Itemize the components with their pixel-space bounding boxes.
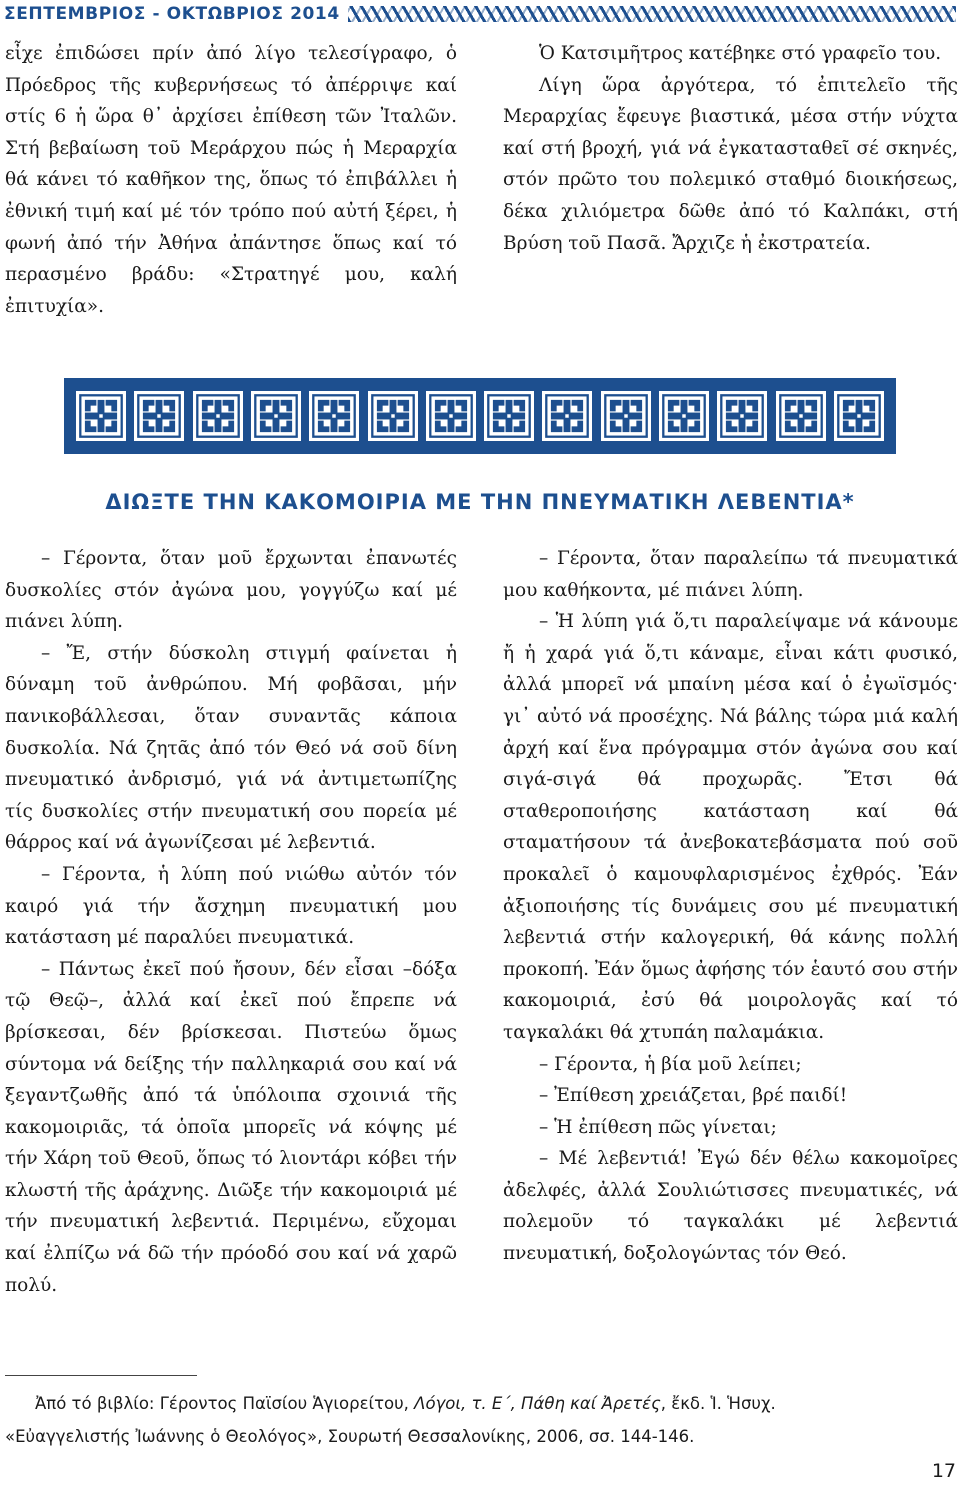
top-left-column [5, 38, 457, 322]
section-title: ΔΙΩΞΤΕ ΤΗΝ ΚΑΚΟΜΟΙΡΙΑ ΜΕ ΤΗΝ ΠΝΕΥΜΑΤΙΚΗ ΛΕΒΕΝΤΙΑ* [105, 490, 855, 514]
dialogue-paragraph: – Γέροντα, ὅταν παραλείπω τά πνευματικά μου καθήκοντα, μέ πιάνει λύπη. [503, 548, 958, 601]
dialogue-paragraph: – Ἡ ἐπίθεση πῶς γίνεται; [539, 1116, 777, 1138]
footnote-line-1 [5, 1387, 960, 1420]
decorative-ornament-band [64, 378, 896, 454]
dialogue-paragraph: – Γέροντα, ἡ βία μοῦ λείπει; [539, 1053, 802, 1075]
footnote-line-2: «Εὐαγγελιστής Ἰωάννης ὁ Θεολόγος», Σουρωτή Θεσσαλονίκης, 2006, σσ. 144-146. [5, 1427, 695, 1446]
page-header [0, 0, 960, 28]
greek-ornament-tile-icon [659, 391, 709, 441]
page-number: 17 [931, 1460, 956, 1482]
greek-ornament-tile-icon [134, 391, 184, 441]
dialogue-paragraph: – Γέροντα, ἡ λύπη πού νιώθω αὐτόν τόν καιρό γιά τήν ἄσχημη πνευματική μου κατάσταση μέ παραλύει πνευματικά. [5, 863, 457, 949]
greek-ornament-tile-icon [251, 391, 301, 441]
body-right-column [503, 543, 958, 1270]
top-right-column [503, 38, 958, 259]
greek-ornament-tile-icon [309, 391, 359, 441]
footnote-divider [5, 1375, 197, 1376]
greek-ornament-tile-icon [601, 391, 651, 441]
greek-ornament-tile-icon [542, 391, 592, 441]
dialogue-paragraph: – Ἔ, στήν δύσκολη στιγμή φαίνεται ἡ δύναμη τοῦ ἀνθρώπου. Μή φοβᾶσαι, μήν πανικοβάλλεσαι, ὅταν συναντᾶς κάποια δυσκολία. Νά ζητᾶς ἀπό τόν Θεό νά σοῦ δίνη πνευματικό ἀνδρισμό, γιά νά ἀντιμετωπίζης τίς δυσκολίες στήν πνευματική σου πορεία μέ θάρρος καί νά ἀγωνίζεσαι μέ λεβεντιά. [5, 642, 457, 854]
dialogue-paragraph: – Γέροντα, ὅταν μοῦ ἔρχωνται ἐπανωτές δυσκολίες στόν ἀγώνα μου, γογγύζω καί μέ πιάνει λύπη. [5, 548, 457, 633]
footnote-suffix: , ἔκδ. Ἱ. Ἡσυχ. [660, 1394, 776, 1413]
greek-ornament-tile-icon [834, 391, 884, 441]
dialogue-paragraph: – Ἐπίθεση χρειάζεται, βρέ παιδί! [539, 1085, 848, 1107]
greek-ornament-tile-icon [776, 391, 826, 441]
footnote-prefix: Ἀπό τό βιβλίο: Γέροντος Παϊσίου Ἁγιορείτου, [35, 1394, 415, 1413]
dialogue-paragraph: – Ἡ λύπη γιά ὅ,τι παραλείψαμε νά κάνουμε ἤ ἡ χαρά γιά ὅ,τι κάναμε, εἶναι κάτι φυσικό, ἀλλά μπορεῖ νά μπαίνη μέσα καί ὁ ἐγωϊσμός· γι᾽ αὐτό νά προσέχης. Νά βάλης τώρα μιά καλή ἀρχή καί ἕνα πρόγραμμα στόν ἀγώνα σου καί σιγά-σιγά θά προχωρᾶς. Ἔτσι θά σταθεροποιήσης κατάσταση καί θά σταματήσουν τά ἀνεβοκατεβάσματα πού σοῦ προκαλεῖ ὁ καμουφλαρισμένος ἐχθρός. Ἐάν ἀξιοποιήσης τίς δυνάμεις σου μέ πνευματική λεβεντιά στήν καλογερική, θά κάνης πολλή προκοπή. Ἐάν ὅμως ἀφήσης τόν ἑαυτό σου στήν κακομοιριά, ἐσύ θά μοιρολογᾶς καί τό ταγκαλάκι θά χτυπάη παλαμάκια. [503, 611, 958, 1043]
header-title: ΣΕΠΤΕΜΒΡΙΟΣ - ΟΚΤΩΒΡΙΟΣ 2014 [4, 4, 340, 24]
footnote-book-title: Λόγοι, τ. Ε΄, Πάθη καί Ἀρετές [414, 1394, 661, 1413]
greek-ornament-tile-icon [193, 391, 243, 441]
footnote [5, 1387, 960, 1453]
paragraph: Ὁ Κατσιμῆτρος κατέβηκε στό γραφεῖο του. [539, 43, 942, 64]
paragraph: εἶχε ἐπιδώσει πρίν ἀπό λίγο τελεσίγραφο, ὁ Πρόεδρος τῆς κυβερνήσεως τό ἀπέρριψε καί στίς 6 ἡ ὥρα θ᾽ ἀρχίσει ἐπίθεση τῶν Ἰταλῶν. Στή βεβαίωση τοῦ Μεράρχου πώς ἡ Μεραρχία θά κάνει τό καθῆκον της, ὅπως τό ἐπιβάλλει ἡ ἐθνική τιμή καί μέ τόν τρόπο πού αὐτή ξέρει, ἡ φωνή ἀπό τήν Ἀθήνα ἀπάντησε ὅπως καί τό περασμένο βράδυ: «Στρατηγέ μου, καλή ἐπιτυχία». [5, 43, 457, 317]
body-left-column [5, 543, 457, 1301]
dialogue-paragraph: – Πάντως ἐκεῖ πού ἤσουν, δέν εἶσαι –δόξα τῷ Θεῷ–, ἀλλά καί ἐκεῖ πού ἔπρεπε νά βρίσκεσαι, δέν βρίσκεσαι. Πιστεύω ὅμως σύντομα νά δείξης τήν παλληκαριά σου καί νά ξεγαντζωθῆς ἀπό τά ὑπόλοιπα σχοινιά τῆς κακομοιριᾶς, τά ὁποῖα μπορεῖς νά κόψης μέ τήν Χάρη τοῦ Θεοῦ, ὅπως τό λιοντάρι κόβει τήν κλωστή τῆς ἀράχνης. Διῶξε τήν κακομοιριά μέ τήν πνευματική λεβεντιά. Περιμένω, εὔχομαι καί ἐλπίζω νά δῶ τήν πρόοδό σου καί νά χαρῶ πολύ. [5, 958, 457, 1296]
greek-ornament-tile-icon [368, 391, 418, 441]
paragraph: Λίγη ὥρα ἀργότερα, τό ἐπιτελεῖο τῆς Μεραρχίας ἔφευγε βιαστικά, μέσα στήν νύχτα καί στή βροχή, γιά νά ἐγκατασταθεῖ σέ σκηνές, στόν πρῶτο του πολεμικό σταθμό διοικήσεως, δέκα χιλιόμετρα δῶθε ἀπό τό Καλπάκι, στή Βρύση τοῦ Πασᾶ. Ἄρχιζε ἡ ἐκστρατεία. [503, 74, 958, 254]
greek-ornament-tile-icon [76, 391, 126, 441]
dialogue-paragraph: – Μέ λεβεντιά! Ἐγώ δέν θέλω κακομοῖρες ἀδελφές, ἀλλά Σουλιώτισσες πνευματικές, νά πολεμοῦν τό ταγκαλάκι μέ λεβεντιά πνευματική, δοξολογώντας τόν Θεό. [503, 1148, 958, 1265]
greek-ornament-tile-icon [484, 391, 534, 441]
greek-ornament-tile-icon [717, 391, 767, 441]
greek-ornament-tile-icon [426, 391, 476, 441]
wave-ornament-icon [348, 6, 956, 22]
